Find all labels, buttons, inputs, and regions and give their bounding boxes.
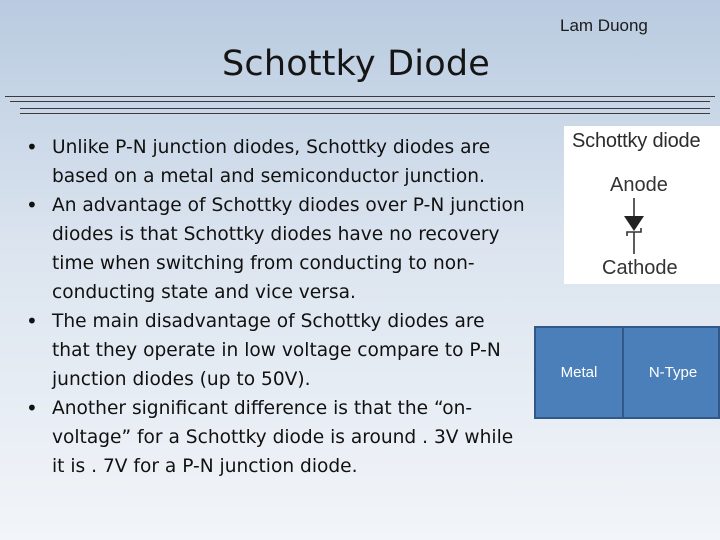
bullet-dot-icon: • [26, 193, 38, 217]
bullet-dot-icon: • [26, 309, 38, 333]
bullet-item [26, 191, 526, 307]
figure-title: Schottky diode [572, 130, 701, 152]
bullet-text: The main disadvantage of Schottky diodes are that they operate in low voltage compare to P-N junction diodes (up to 50V). [52, 311, 501, 390]
title-divider-line [20, 113, 710, 114]
bullet-dot-icon: • [26, 135, 38, 159]
title-divider-line [20, 108, 710, 109]
title-divider-line [5, 96, 715, 97]
title-divider-line [10, 101, 710, 102]
bullet-text: Unlike P-N junction diodes, Schottky diodes are based on a metal and semiconductor junction. [52, 137, 491, 187]
bullet-text: An advantage of Schottky diodes over P-N junction diodes is that Schottky diodes have no recovery time when switching from conducting to non-conducting state and vice versa. [52, 195, 525, 303]
bullet-list [26, 133, 526, 481]
schottky-diode-figure [564, 126, 720, 284]
anode-label: Anode [610, 174, 668, 196]
bullet-item [26, 394, 526, 481]
bullet-item [26, 307, 526, 394]
bullet-item [26, 133, 526, 191]
cathode-label: Cathode [602, 257, 678, 279]
schottky-diode-symbol-icon [622, 198, 662, 256]
bullet-dot-icon: • [26, 396, 38, 420]
metal-semiconductor-junction-diagram [534, 326, 720, 419]
metal-block: Metal [534, 326, 624, 419]
author-name: Lam Duong [560, 16, 648, 35]
bullet-text: Another significant difference is that the “on-voltage” for a Schottky diode is around . 3V while it is . 7V for a P-N junction diode. [52, 398, 514, 477]
slide-title: Schottky Diode [221, 44, 490, 84]
n-type-block: N-Type [624, 326, 720, 419]
